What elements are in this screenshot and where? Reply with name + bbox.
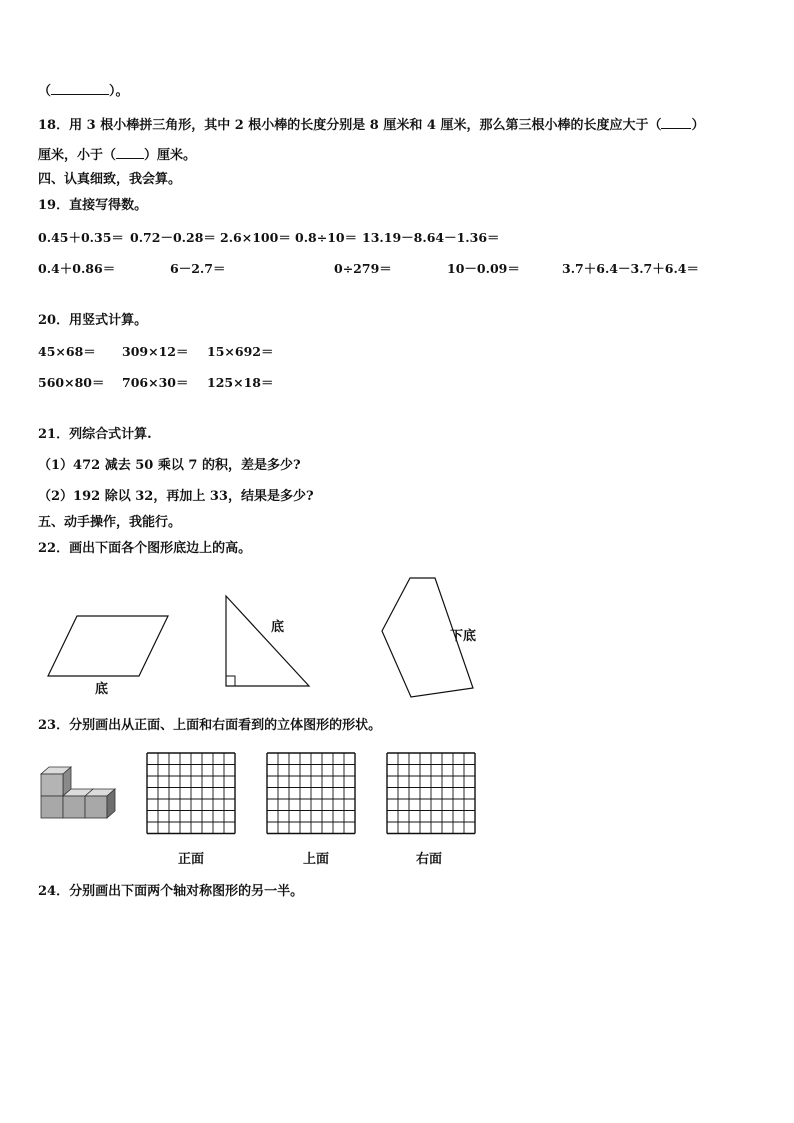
q20-expr-2-3: 125×18＝ (207, 375, 274, 390)
section4-title: 四、认真细致，我会算。 (38, 172, 182, 187)
q19-expr-1-5: 13.19－8.64－1.36＝ (362, 230, 500, 245)
q19-expr-1-2: 0.72－0.28＝ (130, 230, 216, 245)
q18-text-2: 厘米，小于（ (38, 148, 117, 163)
right-triangle-shape (226, 596, 309, 686)
q21-item-2: （2）192 除以 32，再加上 33，结果是多少? (38, 489, 314, 504)
q19-expr-2-3: 0÷279＝ (334, 261, 392, 276)
q18-blank-1[interactable] (661, 116, 691, 129)
triangle-base-label: 底 (271, 620, 285, 635)
q21-item-1: （1）472 减去 50 乘以 7 的积，差是多少? (38, 458, 301, 473)
front-view-grid[interactable] (146, 752, 238, 836)
q22-title: 22．画出下面各个图形底边上的高。 (38, 541, 252, 556)
q18-blank-2[interactable] (116, 146, 144, 159)
q21-title: 21．列综合式计算. (38, 427, 152, 442)
q19-expr-2-2: 6－2.7＝ (170, 261, 226, 276)
parallelogram-base-label: 底 (95, 682, 109, 697)
q20-title: 20．用竖式计算。 (38, 313, 148, 328)
q19-expr-2-1: 0.4＋0.86＝ (38, 261, 116, 276)
cube-solid-figure (38, 764, 120, 820)
q19-expr-1-4: 0.8÷10＝ (295, 230, 358, 245)
q17-answer-blank[interactable] (51, 82, 109, 95)
q20-expr-2-2: 706×30＝ (122, 375, 189, 390)
q19-expr-1-1: 0.45＋0.35＝ (38, 230, 124, 245)
q22-figures (0, 570, 794, 690)
q17-answer-line (38, 82, 129, 100)
q20-expr-2-1: 560×80＝ (38, 375, 105, 390)
q19-expr-1-3: 2.6×100＝ (220, 230, 291, 245)
q19-expr-2-5: 3.7＋6.4－3.7＋6.4＝ (562, 261, 699, 276)
right-view-label: 右面 (416, 852, 443, 867)
q20-expr-1-3: 15×692＝ (207, 344, 274, 359)
q18-text-3: ）厘米。 (144, 148, 197, 163)
right-angle-mark (226, 676, 235, 686)
q17-paren-close: ）。 (109, 84, 129, 99)
q24-title: 24．分别画出下面两个轴对称图形的另一半。 (38, 884, 304, 899)
q17-paren-open: （ (38, 84, 52, 99)
trapezoid-base-label: 下底 (450, 629, 477, 644)
q19-expr-2-4: 10－0.09＝ (447, 261, 520, 276)
parallelogram-shape (48, 616, 168, 676)
q20-expr-1-1: 45×68＝ (38, 344, 96, 359)
front-view-label: 正面 (178, 852, 205, 867)
section5-title: 五、动手操作，我能行。 (38, 515, 182, 530)
right-view-grid[interactable] (386, 752, 478, 836)
q18-line2 (38, 146, 196, 164)
q18-text-1: 18．用 3 根小棒拼三角形，其中 2 根小棒的长度分别是 8 厘米和 4 厘米，那么第三根小棒的长度应大于（ (38, 118, 662, 133)
top-view-label: 上面 (303, 852, 330, 867)
q18-line1 (38, 116, 705, 134)
q20-expr-1-2: 309×12＝ (122, 344, 189, 359)
top-view-grid[interactable] (266, 752, 358, 836)
q18-close-1: ） (691, 118, 705, 133)
q19-title: 19．直接写得数。 (38, 198, 148, 213)
q23-title: 23．分别画出从正面、上面和右面看到的立体图形的形状。 (38, 718, 382, 733)
